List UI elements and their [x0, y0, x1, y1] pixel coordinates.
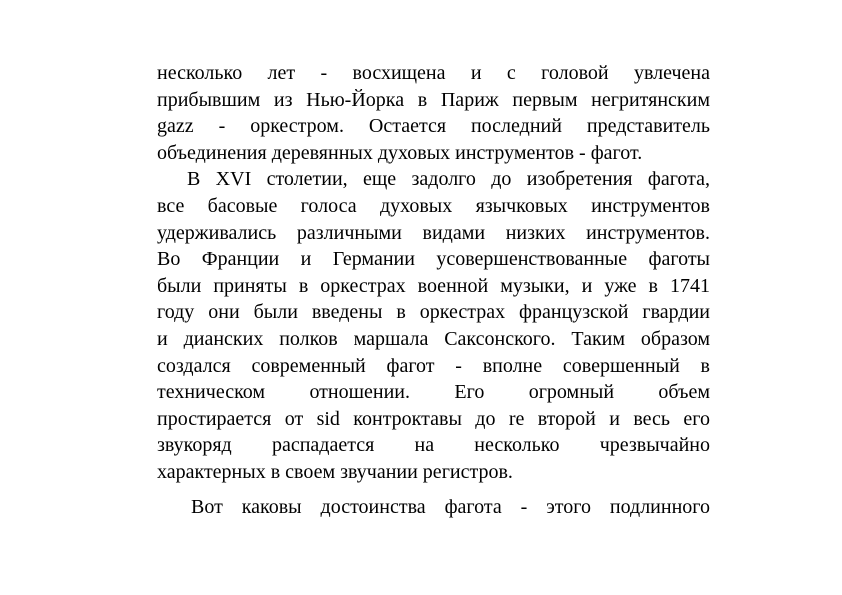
text-line: удерживались различными видами низких инструментов.: [157, 221, 710, 244]
text-line: техническом отношении. Его огромный объем: [157, 381, 710, 404]
text-line: прибывшим из Нью-Йорка в Париж первым негритянским: [157, 88, 710, 111]
text-line: звукоряд распадается на несколько чрезвычайно: [157, 434, 710, 457]
paragraph-1: [157, 60, 710, 166]
text-line: несколько лет - восхищена и с головой увлечена: [157, 62, 710, 84]
text-line: В XVI столетии, еще задолго до изобретения фагота,: [187, 168, 710, 191]
paragraph-3: [157, 494, 710, 521]
text-line: году они были введены в оркестрах французской гвардии: [157, 301, 710, 324]
text-line: gazz - оркестром. Остается последний представитель: [157, 115, 710, 138]
text-line: характерных в своем звучании регистров.: [157, 460, 513, 483]
text-line: Во Франции и Германии усовершенствованные фаготы: [157, 248, 710, 271]
text-line: все басовые голоса духовых язычковых инструментов: [157, 194, 710, 217]
text-line: простирается от sid контроктавы до re второй и весь его: [157, 407, 710, 430]
text-line: объединения деревянных духовых инструментов - фагот.: [157, 141, 643, 164]
text-line: создался современный фагот - вполне совершенный в: [157, 354, 710, 377]
body-text: [157, 60, 710, 520]
text-line: и дианских полков маршала Саксонского. Таким образом: [157, 327, 710, 350]
text-line: Вот каковы достоинства фагота - этого подлинного: [191, 495, 710, 518]
text-line: были приняты в оркестрах военной музыки, и уже в 1741: [157, 274, 710, 297]
paragraph-2: [157, 166, 710, 485]
